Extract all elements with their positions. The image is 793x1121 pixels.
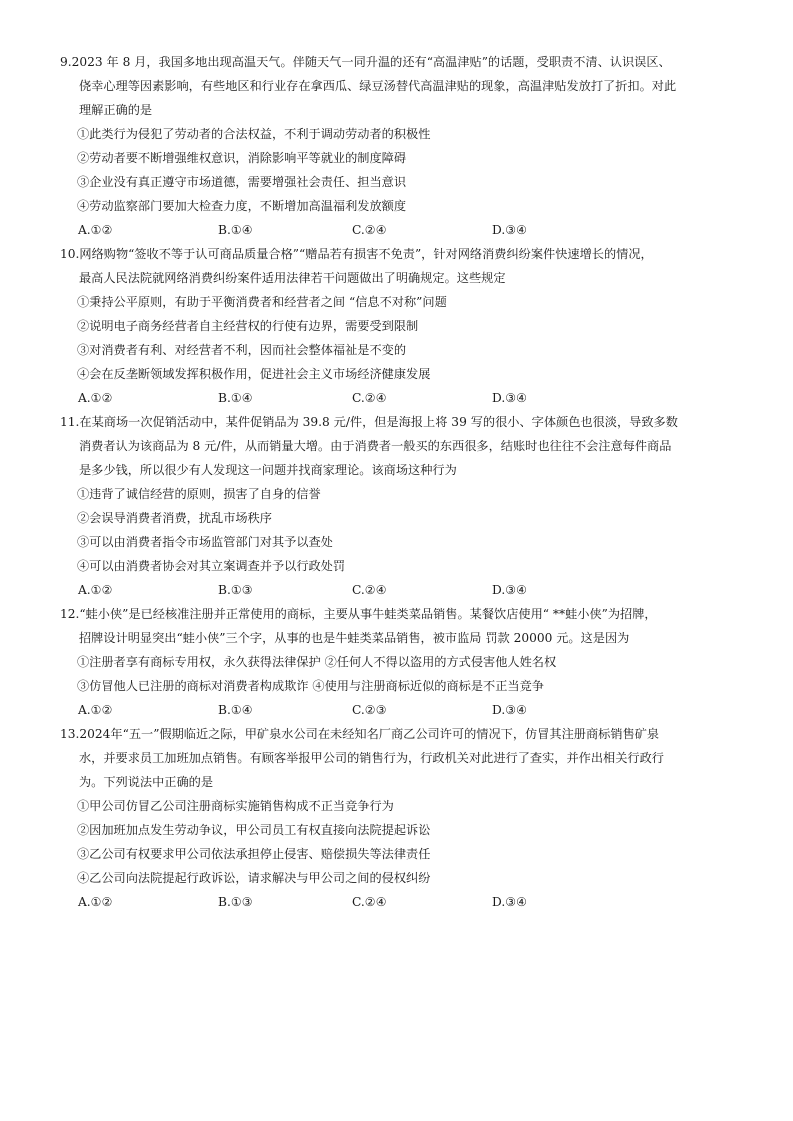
option-statement: ①甲公司仿冒乙公司注册商标实施销售构成不正当竞争行为: [77, 799, 394, 813]
choice-c: C.②④: [352, 895, 387, 909]
question-text: 13.2024年“五一”假期临近之际，甲矿泉水公司在未经知名厂商乙公司许可的情况下，仿冒其注册商标销售矿泉: [60, 727, 660, 741]
option-statement: ③对消费者有利、对经营者不利，因而社会整体福祉是不变的: [77, 343, 407, 357]
question-text: 为。下列说法中正确的是: [79, 775, 214, 789]
choice-a: A.①②: [78, 223, 113, 237]
option-statement: ①注册者享有商标专用权，永久获得法律保护 ②任何人不得以盗用的方式侵害他人姓名权: [77, 655, 557, 669]
option-statement: ②会误导消费者消费，扰乱市场秩序: [77, 511, 272, 525]
answer-choices: [60, 218, 750, 242]
choice-c: C.②④: [352, 391, 387, 405]
option-statement: ④可以由消费者协会对其立案调查并予以行政处罚: [77, 559, 346, 573]
option-statement: ③可以由消费者指令市场监管部门对其予以查处: [77, 535, 333, 549]
option-statement: ②因加班加点发生劳动争议，甲公司员工有权直接向法院提起诉讼: [77, 823, 431, 837]
choice-d: D.③④: [492, 391, 528, 405]
option-statement: ③企业没有真正遵守市场道德，需要增强社会责任、担当意识: [77, 175, 407, 189]
question-text: 9.2023 年 8 月，我国多地出现高温天气。伴随天气一同升温的还有“高温津贴”的话题，受职责不清、认识误区、: [60, 55, 671, 69]
answer-choices: [60, 890, 750, 914]
option-statement: ①秉持公平原则，有助于平衡消费者和经营者之间 “信息不对称”问题: [77, 295, 447, 309]
option-statement: ④会在反垄断领域发挥积极作用，促进社会主义市场经济健康发展: [77, 367, 431, 381]
question-12: [60, 602, 750, 722]
choice-b: B.①④: [218, 391, 253, 405]
choice-c: C.②④: [352, 583, 387, 597]
question-11: [60, 410, 750, 602]
choice-d: D.③④: [492, 583, 528, 597]
question-text: 理解正确的是: [79, 103, 153, 117]
choice-c: C.②③: [352, 703, 387, 717]
option-statement: ③乙公司有权要求甲公司依法承担停止侵害、赔偿损失等法律责任: [77, 847, 431, 861]
question-text: 水，并要求员工加班加点销售。有顾客举报甲公司的销售行为，行政机关对此进行了查实，并作出相关行政行: [79, 751, 664, 765]
question-text: 12.“蛙小侠”是已经核准注册并正常使用的商标，主要从事牛蛙类菜品销售。某餐饮店使用“ **蛙小侠”为招牌，: [60, 607, 657, 621]
question-text: 最高人民法院就网络消费纠纷案件适用法律若干问题做出了明确规定。这些规定: [79, 271, 506, 285]
question-text: 11.在某商场一次促销活动中，某件促销品为 39.8 元/件，但是海报上将 39 写的很小、字体颜色也很淡，导致多数: [60, 415, 678, 429]
answer-choices: [60, 578, 750, 602]
choice-c: C.②④: [352, 223, 387, 237]
choice-a: A.①②: [78, 703, 113, 717]
option-statement: ①此类行为侵犯了劳动者的合法权益，不利于调动劳动者的积极性: [77, 127, 431, 141]
question-text: 是多少钱，所以很少有人发现这一问题并找商家理论。该商场这种行为: [79, 463, 457, 477]
choice-d: D.③④: [492, 895, 528, 909]
choice-a: A.①②: [78, 895, 113, 909]
option-statement: ①违背了诚信经营的原则，损害了自身的信誉: [77, 487, 321, 501]
question-10: [60, 242, 750, 410]
choice-d: D.③④: [492, 703, 528, 717]
question-text: 侥幸心理等因素影响，有些地区和行业存在拿西瓜、绿豆汤替代高温津贴的现象，高温津贴发放打了折扣。对此: [79, 79, 677, 93]
choice-d: D.③④: [492, 223, 528, 237]
question-text: 10.网络购物“签收不等于认可商品质量合格”“赠品若有损害不免责”，针对网络消费纠纷案件快速增长的情况，: [60, 247, 653, 261]
question-13: [60, 722, 750, 914]
choice-b: B.①④: [218, 703, 253, 717]
question-text: 招牌设计明显突出“蛙小侠”三个字，从事的也是牛蛙类菜品销售，被市监局 罚款 20000 元。这是因为: [79, 631, 630, 645]
exam-page: [60, 50, 750, 914]
option-statement: ③仿冒他人已注册的商标对消费者构成欺诈 ④使用与注册商标近似的商标是不正当竞争: [77, 679, 544, 693]
choice-b: B.①③: [218, 895, 253, 909]
choice-a: A.①②: [78, 391, 113, 405]
choice-b: B.①③: [218, 583, 253, 597]
option-statement: ②劳动者要不断增强维权意识，消除影响平等就业的制度障碍: [77, 151, 407, 165]
option-statement: ④乙公司向法院提起行政诉讼，请求解决与甲公司之间的侵权纠纷: [77, 871, 431, 885]
option-statement: ②说明电子商务经营者自主经营权的行使有边界，需要受到限制: [77, 319, 419, 333]
choice-b: B.①④: [218, 223, 253, 237]
question-text: 消费者认为该商品为 8 元/件，从而销量大增。由于消费者一般买的东西很多，结账时也往往不会注意每件商品: [79, 439, 672, 453]
option-statement: ④劳动监察部门要加大检查力度，不断增加高温福利发放额度: [77, 199, 407, 213]
answer-choices: [60, 386, 750, 410]
choice-a: A.①②: [78, 583, 113, 597]
question-9: [60, 50, 750, 242]
answer-choices: [60, 698, 750, 722]
